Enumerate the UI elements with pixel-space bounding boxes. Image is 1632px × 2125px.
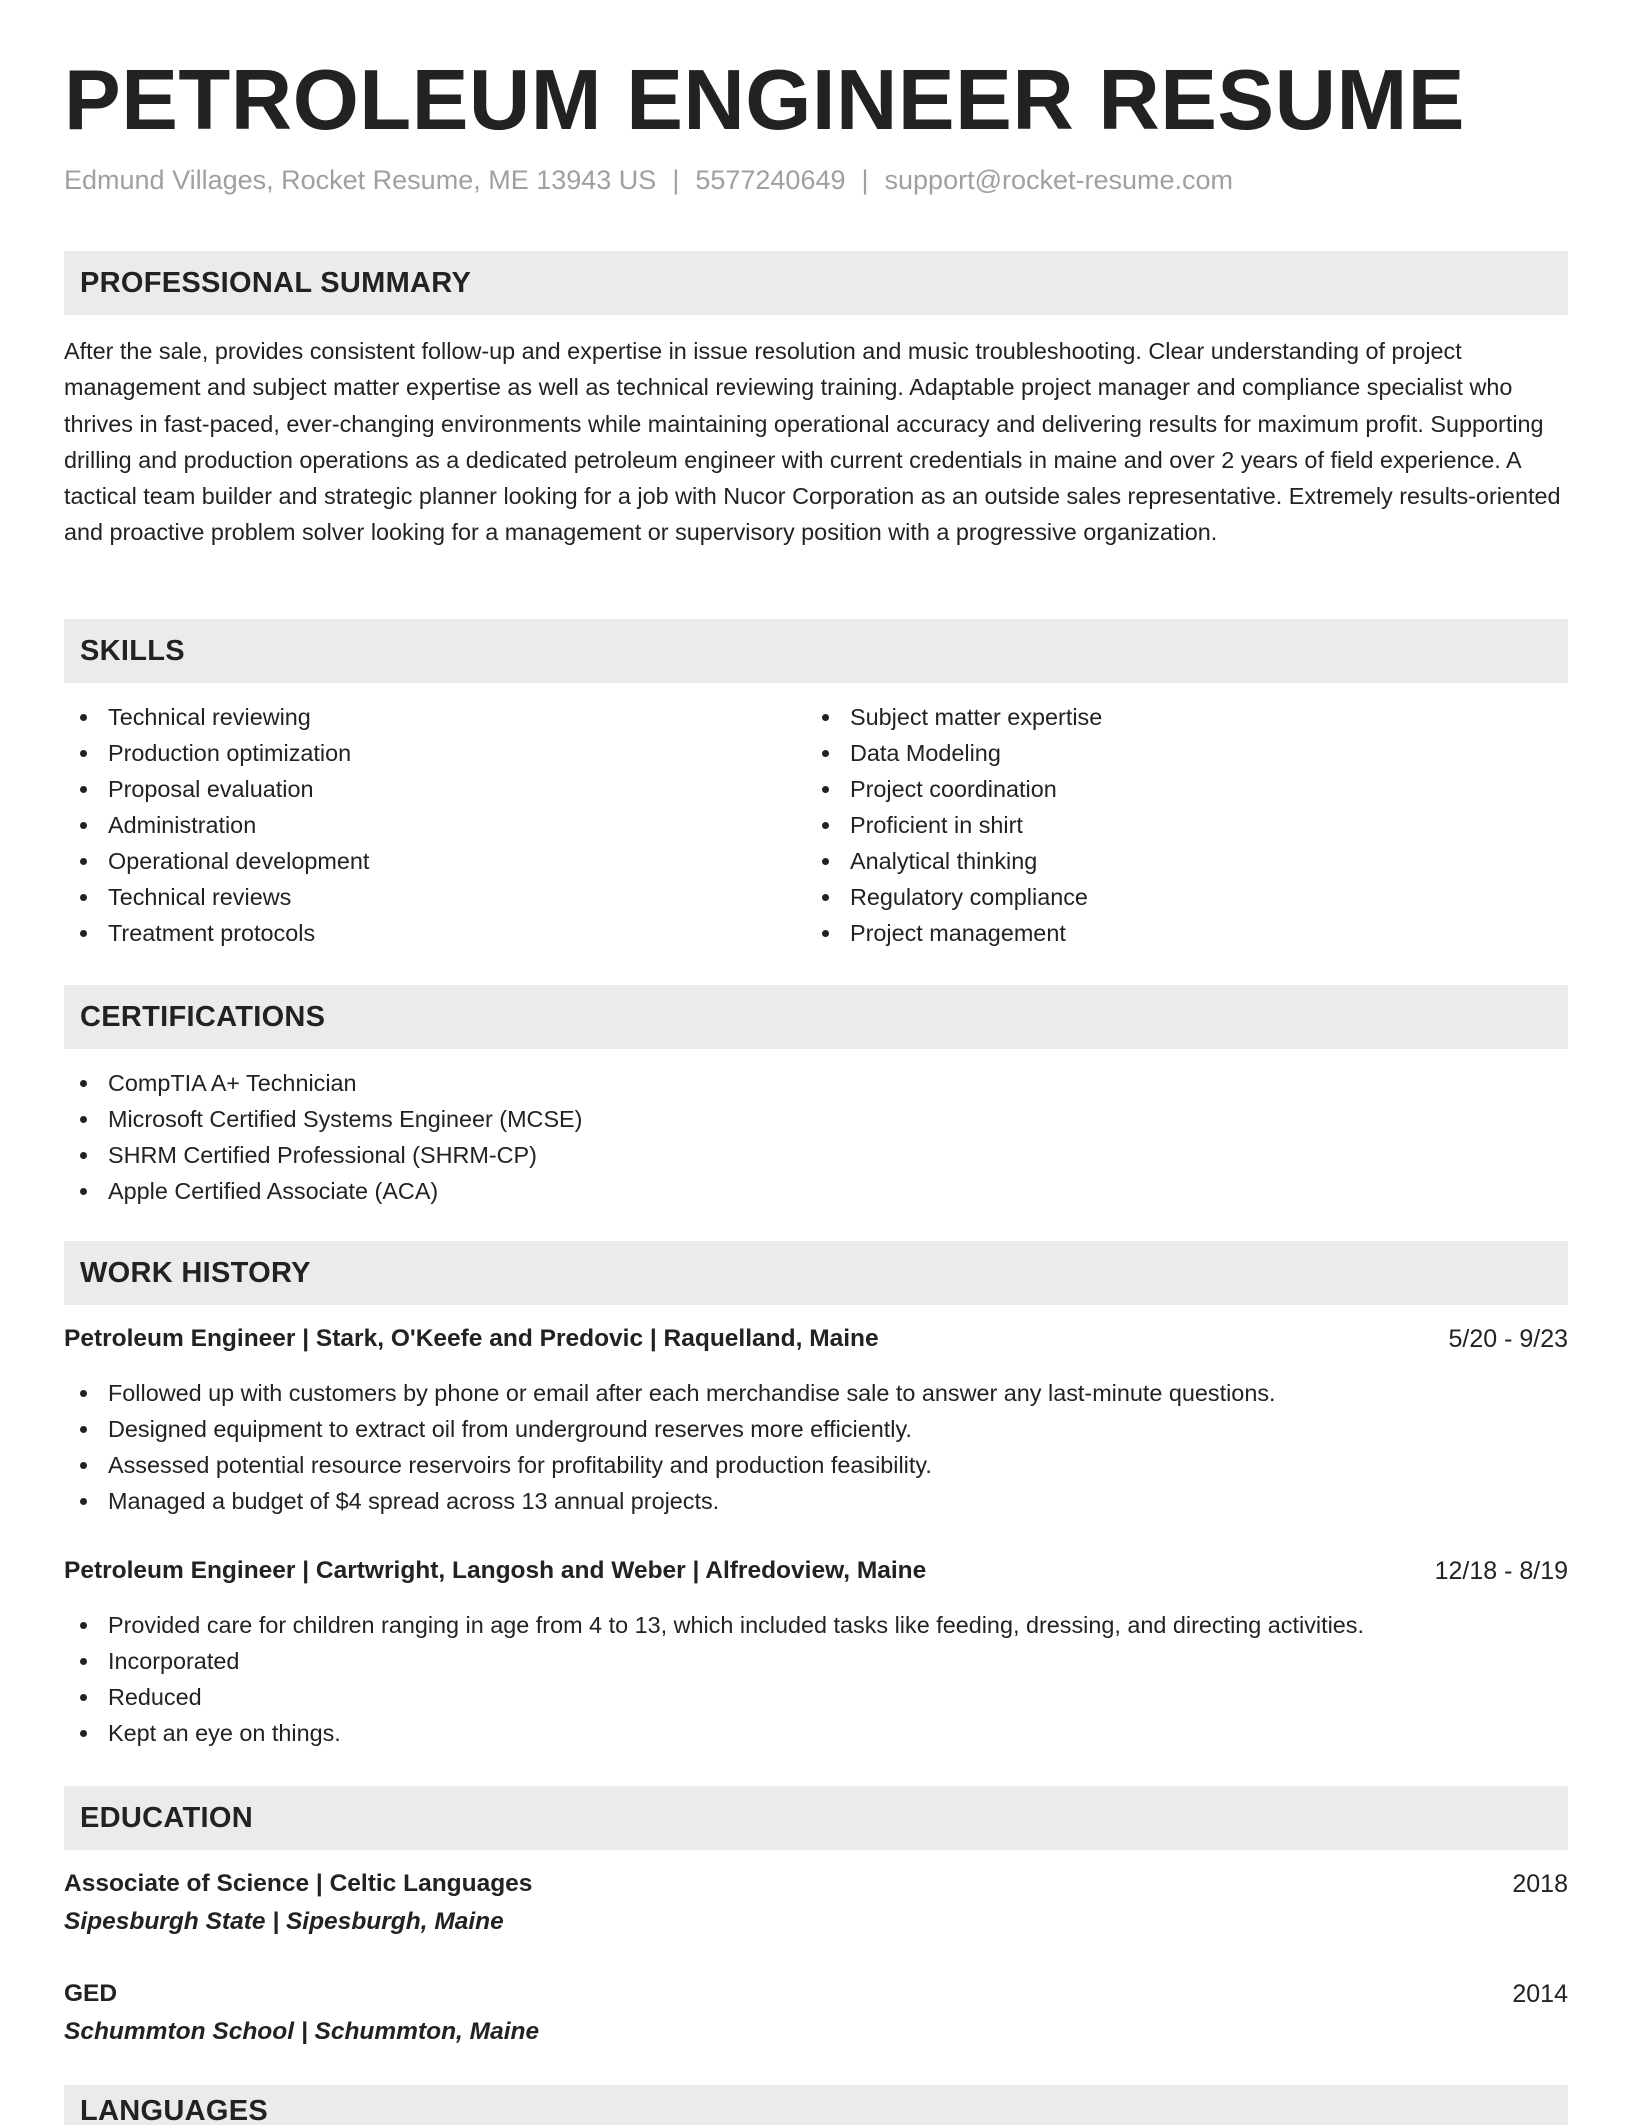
contact-email: support@rocket-resume.com [884, 165, 1234, 195]
section-header-languages [64, 2085, 1568, 2125]
certification-item: CompTIA A+ Technician [64, 1065, 582, 1101]
job-bullet: Reduced [64, 1679, 1364, 1715]
skill-item: Production optimization [64, 735, 369, 771]
education-year: 2014 [1512, 1980, 1568, 2008]
skill-item: Treatment protocols [64, 915, 369, 951]
section-title: SKILLS [80, 634, 185, 667]
job-title: Petroleum Engineer | Cartwright, Langosh and Weber | Alfredoview, Maine [64, 1557, 927, 1584]
certifications-list [64, 1065, 582, 1209]
skills-list-right [806, 699, 1102, 951]
job-bullets [64, 1607, 1364, 1751]
job-bullets [64, 1375, 1276, 1519]
contact-address: Edmund Villages, Rocket Resume, ME 13943 US [64, 165, 657, 195]
skill-item: Proficient in shirt [806, 807, 1102, 843]
skill-item: Project coordination [806, 771, 1102, 807]
skill-item: Technical reviewing [64, 699, 369, 735]
job-bullet: Followed up with customers by phone or email after each merchandise sale to answer any last-minute questions. [64, 1375, 1276, 1411]
skill-item: Project management [806, 915, 1102, 951]
section-title: EDUCATION [80, 1801, 253, 1834]
job-bullet: Designed equipment to extract oil from underground reserves more efficiently. [64, 1411, 1276, 1447]
section-title: WORK HISTORY [80, 1256, 311, 1289]
education-school: Schummton School | Schummton, Maine [64, 2018, 540, 2045]
skill-item: Regulatory compliance [806, 879, 1102, 915]
section-header-certifications [64, 985, 1568, 1049]
section-title: LANGUAGES [80, 2095, 268, 2125]
education-degree: Associate of Science | Celtic Languages [64, 1870, 533, 1897]
skill-item: Data Modeling [806, 735, 1102, 771]
job-bullet: Incorporated [64, 1643, 1364, 1679]
skill-item: Technical reviews [64, 879, 369, 915]
education-school: Sipesburgh State | Sipesburgh, Maine [64, 1908, 504, 1935]
job-bullet: Kept an eye on things. [64, 1715, 1364, 1751]
contact-separator: | [861, 165, 869, 195]
job-bullet: Assessed potential resource reservoirs for profitability and production feasibility. [64, 1447, 1276, 1483]
certification-item: Microsoft Certified Systems Engineer (MCSE) [64, 1101, 582, 1137]
job-dates: 12/18 - 8/19 [1434, 1557, 1568, 1585]
contact-phone: 5577240649 [695, 165, 846, 195]
contact-line [64, 165, 1233, 196]
education-degree: GED [64, 1980, 118, 2007]
certification-item: SHRM Certified Professional (SHRM-CP) [64, 1137, 582, 1173]
section-title: CERTIFICATIONS [80, 1000, 326, 1033]
job-dates: 5/20 - 9/23 [1448, 1325, 1568, 1353]
skill-item: Analytical thinking [806, 843, 1102, 879]
skill-item: Proposal evaluation [64, 771, 369, 807]
job-bullet: Provided care for children ranging in age from 4 to 13, which included tasks like feeding, dressing, and directing activities. [64, 1607, 1364, 1643]
summary-text: After the sale, provides consistent follow-up and expertise in issue resolution and music troubleshooting. Clear understanding of project management and subject matter expertise as well as technical reviewing training. Adaptable project manager and compliance specialist who thrives in fast-paced, ever-changing environments while maintaining operational accuracy and delivering results for maximum profit. Supporting drilling and production operations as a dedicated petroleum engineer with current credentials in maine and over 2 years of field experience. A tactical team builder and strategic planner looking for a job with Nucor Corporation as an outside sales representative. Extremely results-oriented and proactive problem solver looking for a management or supervisory position with a progressive organization. [64, 338, 1561, 546]
section-title: PROFESSIONAL SUMMARY [80, 266, 472, 299]
job-title: Petroleum Engineer | Stark, O'Keefe and Predovic | Raquelland, Maine [64, 1325, 879, 1352]
resume-title: PETROLEUM ENGINEER RESUME [64, 53, 1465, 148]
skills-list-left [64, 699, 369, 951]
job-bullet: Managed a budget of $4 spread across 13 annual projects. [64, 1483, 1276, 1519]
contact-separator: | [672, 165, 680, 195]
skill-item: Subject matter expertise [806, 699, 1102, 735]
section-header-work-history [64, 1241, 1568, 1305]
skill-item: Administration [64, 807, 369, 843]
education-year: 2018 [1512, 1870, 1568, 1898]
skill-item: Operational development [64, 843, 369, 879]
section-header-education [64, 1786, 1568, 1850]
section-header-summary [64, 251, 1568, 315]
section-header-skills [64, 619, 1568, 683]
certification-item: Apple Certified Associate (ACA) [64, 1173, 582, 1209]
